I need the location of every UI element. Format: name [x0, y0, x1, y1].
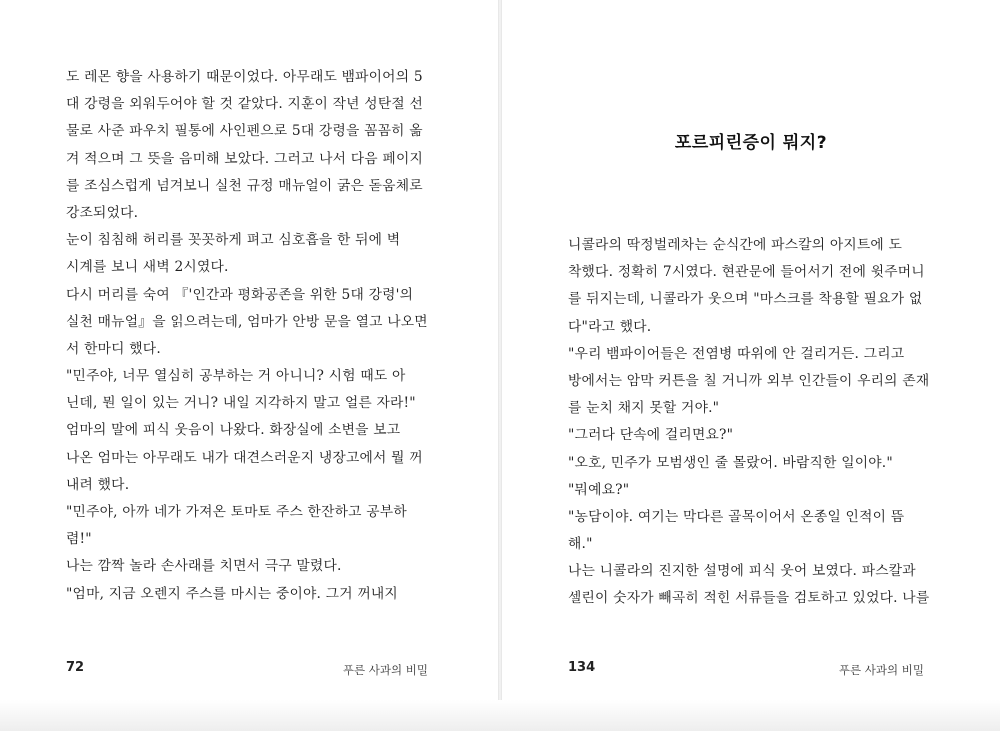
text-line: "우리 뱀파이어들은 전염병 따위에 안 걸리거든. 그리고	[568, 345, 905, 362]
text-line: "뭐예요?"	[568, 481, 630, 498]
text-line: 내려 했다.	[66, 476, 130, 493]
book-title: 푸른 사과의 비밀	[838, 663, 924, 677]
left-page	[0, 0, 498, 731]
text-line: 다"라고 했다.	[568, 318, 652, 335]
page-number: 134	[568, 660, 596, 675]
text-line: 셀린이 숫자가 빼곡히 적힌 서류들을 검토하고 있었다. 나를	[568, 590, 930, 607]
text-line: 도 레몬 향을 사용하기 때문이었다. 아무래도 뱀파이어의 5	[66, 69, 423, 85]
text-line: "엄마, 지금 오렌지 주스를 마시는 중이야. 그거 꺼내지	[66, 585, 398, 602]
text-line: 강조되었다.	[66, 204, 139, 221]
text-line: 대 강령을 외워두어야 할 것 같았다. 지훈이 작년 성탄절 선	[66, 96, 423, 113]
text-line: 닌데, 뭔 일이 있는 거니? 내일 지각하지 말고 얼른 자라!"	[66, 395, 416, 412]
page-number: 72	[66, 660, 85, 675]
text-line: "민주야, 아까 네가 가져온 토마토 주스 한잔하고 공부하	[66, 504, 407, 520]
chapter-title: 포르피린증이 뭐지?	[674, 133, 828, 153]
text-line: 서 한마디 했다.	[66, 340, 161, 357]
text-line: 실천 매뉴얼』을 읽으려는데, 엄마가 안방 문을 열고 나오면	[66, 313, 428, 330]
text-line: 나는 니콜라의 진지한 설명에 피식 웃어 보였다. 파스칼과	[568, 563, 916, 580]
text-line: 착했다. 정확히 7시였다. 현관문에 들어서기 전에 윗주머니	[568, 264, 925, 281]
text-line: "오호, 민주가 모범생인 줄 몰랐어. 바람직한 일이야."	[568, 454, 893, 471]
text-line: 시계를 보니 새벽 2시였다.	[66, 259, 229, 276]
text-line: 니콜라의 딱정벌레차는 순식간에 파스칼의 아지트에 도	[568, 237, 903, 253]
text-line: "농담이야. 여기는 막다른 골목이어서 온종일 인적이 뜸	[568, 508, 905, 525]
text-line: 겨 적으며 그 뜻을 음미해 보았다. 그러고 나서 다음 페이지	[66, 150, 423, 167]
text-line: 엄마의 말에 피식 웃음이 나왔다. 화장실에 소변을 보고	[66, 422, 401, 439]
text-line: 다시 머리를 숙여 『'인간과 평화공존을 위한 5대 강령'의	[66, 286, 414, 303]
text-line: "그러다 단속에 걸리면요?"	[568, 427, 734, 444]
text-line: 를 뒤지는데, 니콜라가 웃으며 "마스크를 착용할 필요가 없	[568, 291, 923, 308]
page-bottom-shadow	[0, 700, 1000, 731]
text-line: 물로 사준 파우치 필통에 사인펜으로 5대 강령을 꼼꼼히 옮	[66, 123, 423, 140]
text-line: 눈이 침침해 허리를 꼿꼿하게 펴고 심호흡을 한 뒤에 벽	[66, 232, 401, 249]
left-page-body	[66, 64, 436, 608]
text-line: 를 조심스럽게 넘겨보니 실천 규정 매뉴얼이 굵은 돋움체로	[66, 177, 423, 194]
text-line: 나는 깜짝 놀라 손사래를 치면서 극구 말렸다.	[66, 558, 342, 575]
text-line: 해."	[568, 536, 593, 553]
text-line: "민주야, 너무 열심히 공부하는 거 아니니? 시험 때도 아	[66, 368, 406, 385]
text-line: 나온 엄마는 아무래도 내가 대견스러운지 냉장고에서 뭘 꺼	[66, 449, 423, 466]
right-page	[502, 0, 1000, 731]
text-line: 방에서는 암막 커튼을 칠 거니까 외부 인간들이 우리의 존재	[568, 372, 930, 389]
text-line: 렴!"	[66, 531, 92, 548]
book-title: 푸른 사과의 비밀	[342, 663, 428, 677]
text-line: 를 눈치 채지 못할 거야."	[568, 400, 720, 417]
right-page-body	[568, 232, 938, 613]
